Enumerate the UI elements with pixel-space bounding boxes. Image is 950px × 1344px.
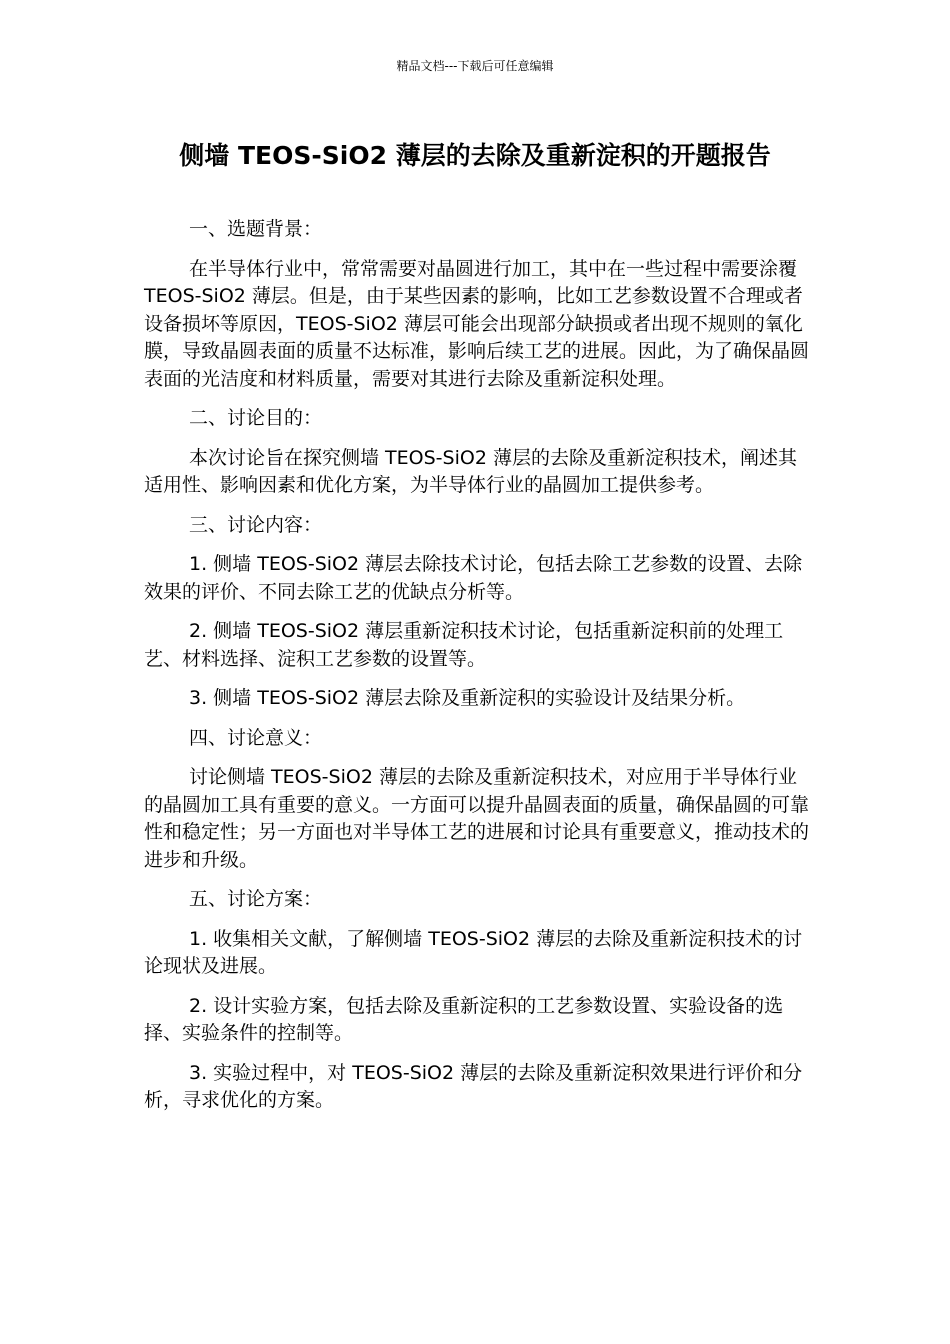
list-item-plan-2: 2. 设计实验方案，包括去除及重新淀积的工艺参数设置、实验设备的选择、实验条件的控制等。 [144, 994, 784, 1044]
paragraph-significance: 讨论侧墙 TEOS-SiO2 薄层的去除及重新淀积技术，对应用于半导体行业的晶圆加工具有重要的意义。一方面可以提升晶圆表面的质量，确保晶圆的可靠性和稳定性；另一方面也对半导体工艺的进展和讨论具有重要意义，推动技术的进步和升级。 [144, 766, 810, 871]
paragraph-purpose: 本次讨论旨在探究侧墙 TEOS-SiO2 薄层的去除及重新淀积技术，阐述其适用性、影响因素和优化方案，为半导体行业的晶圆加工提供参考。 [144, 446, 797, 496]
section-heading-significance: 四、讨论意义： [189, 726, 323, 749]
list-item-content-3: 3. 侧墙 TEOS-SiO2 薄层去除及重新淀积的实验设计及结果分析。 [189, 687, 746, 709]
document-body [144, 216, 812, 1127]
paragraph-background: 在半导体行业中，常常需要对晶圆进行加工，其中在一些过程中需要涂覆 TEOS-SiO2 薄层。但是，由于某些因素的影响，比如工艺参数设置不合理或者设备损坏等原因，TEOS-SiO2 薄层可能会出现部分缺损或者出现不规则的氧化膜，导致晶圆表面的质量不达标准，影响后续工艺的进展。因此，为了确保晶圆表面的光洁度和材料质量，需要对其进行去除及重新淀积处理。 [144, 257, 810, 390]
section-heading-content: 三、讨论内容： [189, 513, 323, 536]
section-heading-purpose: 二、讨论目的： [189, 407, 323, 429]
list-item-plan-3: 3. 实验过程中，对 TEOS-SiO2 薄层的去除及重新淀积效果进行评价和分析，寻求优化的方案。 [144, 1061, 803, 1111]
page-header: 精品文档---下载后可任意编辑 [396, 59, 554, 73]
section-heading-plan: 五、讨论方案： [189, 888, 323, 910]
section-heading-background: 一、选题背景： [189, 218, 323, 240]
list-item-plan-1: 1. 收集相关文献，了解侧墙 TEOS-SiO2 薄层的去除及重新淀积技术的讨论现状及进展。 [144, 927, 803, 977]
list-item-content-2: 2. 侧墙 TEOS-SiO2 薄层重新淀积技术讨论，包括重新淀积前的处理工艺、材料选择、淀积工艺参数的设置等。 [144, 620, 784, 670]
document-title: 侧墙 TEOS-SiO2 薄层的去除及重新淀积的开题报告 [179, 141, 771, 170]
list-item-content-1: 1. 侧墙 TEOS-SiO2 薄层去除技术讨论，包括去除工艺参数的设置、去除效果的评价、不同去除工艺的优缺点分析等。 [144, 553, 803, 603]
